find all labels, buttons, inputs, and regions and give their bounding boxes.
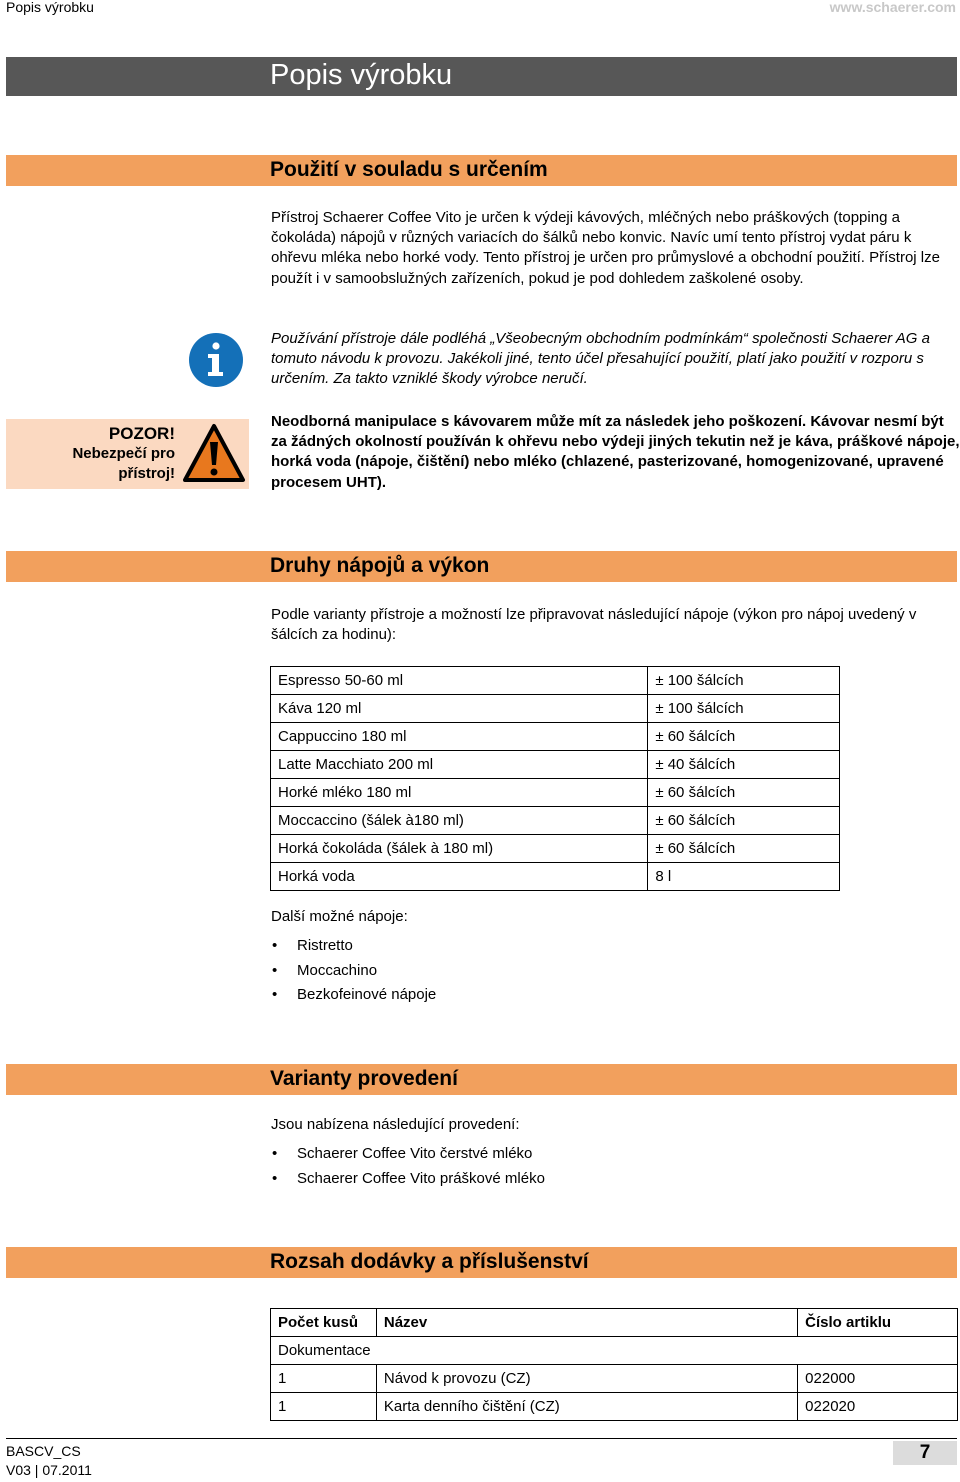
- drink-output-cell: ± 100 šálcích: [648, 667, 840, 695]
- drinks-table: [270, 666, 840, 891]
- warning-triangle-icon: [182, 422, 246, 486]
- header-website[interactable]: www.schaerer.com: [829, 0, 956, 15]
- drink-output-cell: ± 60 šálcích: [648, 835, 840, 863]
- table-cell: Návod k provozu (CZ): [376, 1365, 797, 1393]
- list-item: • Bezkofeinové nápoje: [271, 986, 436, 1011]
- list-item: • Schaerer Coffee Vito čerstvé mléko: [271, 1145, 545, 1170]
- table-group-cell: Dokumentace: [271, 1337, 958, 1365]
- page-title-bar: [6, 57, 957, 96]
- page-number: 7: [893, 1441, 957, 1465]
- table-row: [271, 807, 840, 835]
- list-item: • Moccachino: [271, 962, 436, 987]
- table-row: [271, 835, 840, 863]
- table-row: [271, 751, 840, 779]
- drink-name-cell: Horké mléko 180 ml: [271, 779, 648, 807]
- table-cell: 1: [271, 1393, 377, 1421]
- section-drinks-title: Druhy nápojů a výkon: [270, 554, 490, 577]
- footer-doc-info: BASCV_CS V03 | 07.2011: [6, 1443, 92, 1478]
- column-header: Název: [376, 1309, 797, 1337]
- section-usage-title: Použití v souladu s určením: [270, 158, 548, 181]
- warning-label: POZOR! Nebezpečí pro přístroj!: [72, 424, 175, 482]
- table-cell: 022020: [798, 1393, 958, 1421]
- list-item: • Schaerer Coffee Vito práškové mléko: [271, 1170, 545, 1195]
- drink-output-cell: ± 60 šálcích: [648, 807, 840, 835]
- drink-name-cell: Horká čokoláda (šálek à 180 ml): [271, 835, 648, 863]
- table-header-row: [271, 1309, 958, 1337]
- table-row: [271, 1337, 958, 1365]
- drink-output-cell: ± 100 šálcích: [648, 695, 840, 723]
- usage-paragraph: Přístroj Schaerer Coffee Vito je určen k výdeji kávových, mléčných nebo práškových (topping a čokoláda) nápojů v různých variacích do šálků nebo konvic. Navíc umí tento přístroj vydat páru k ohřevu mléka nebo horké vody. Tento přístroj je určen pro průmyslové a obchodní použití. Přístroj lze použít i v samoobslužných zařízeních, pokud je pod dohledem zaškolené osoby.: [271, 209, 940, 287]
- drink-name-cell: Espresso 50-60 ml: [271, 667, 648, 695]
- drink-output-cell: ± 60 šálcích: [648, 779, 840, 807]
- drink-name-cell: Cappuccino 180 ml: [271, 723, 648, 751]
- table-row: [271, 779, 840, 807]
- drink-name-cell: Latte Macchiato 200 ml: [271, 751, 648, 779]
- info-icon: [188, 332, 244, 388]
- header-section-name: Popis výrobku: [6, 0, 94, 15]
- column-header: Číslo artiklu: [798, 1309, 958, 1337]
- section-variants-header: [6, 1064, 957, 1095]
- variants-list: [271, 1145, 545, 1194]
- section-drinks-header: [6, 551, 957, 582]
- page-title: Popis výrobku: [270, 59, 453, 91]
- footer-divider: [6, 1438, 957, 1439]
- table-cell: 022000: [798, 1365, 958, 1393]
- drink-output-cell: ± 40 šálcích: [648, 751, 840, 779]
- delivery-table: [270, 1308, 958, 1421]
- section-delivery-header: [6, 1247, 957, 1278]
- section-variants-title: Varianty provedení: [270, 1067, 458, 1090]
- section-delivery-title: Rozsah dodávky a příslušenství: [270, 1250, 589, 1273]
- drinks-intro: Podle varianty přístroje a možností lze připravovat následující nápoje (výkon pro nápoj uvedený v šálcích za hodinu):: [271, 606, 917, 644]
- table-row: [271, 667, 840, 695]
- warning-box: [6, 419, 249, 489]
- table-row: [271, 695, 840, 723]
- variants-intro: Jsou nabízena následující provedení:: [271, 1116, 520, 1133]
- drink-output-cell: ± 60 šálcích: [648, 723, 840, 751]
- table-row: [271, 863, 840, 891]
- info-paragraph: Používání přístroje dále podléhá „Všeobecným obchodním podmínkám“ společnosti Schaerer AG a tomuto návodu k provozu. Jakékoli jiné, tento účel přesahující použití, platí jako použití v rozporu s určením. Za takto vzniklé škody výrobce neručí.: [271, 330, 930, 388]
- table-row: [271, 723, 840, 751]
- table-cell: Karta denního čištění (CZ): [376, 1393, 797, 1421]
- column-header: Počet kusů: [271, 1309, 377, 1337]
- more-drinks-list: [271, 937, 436, 1011]
- drink-output-cell: 8 l: [648, 863, 840, 891]
- drink-name-cell: Káva 120 ml: [271, 695, 648, 723]
- table-row: [271, 1393, 958, 1421]
- table-row: [271, 1365, 958, 1393]
- warning-paragraph: Neodborná manipulace s kávovarem může mít za následek jeho poškození. Kávovar nesmí být za žádných okolností používán k ohřevu nebo výdeji jiných tekutin než je káva, práškové nápoje, horká voda (nápoje, čištění) nebo mléko (chlazené, pasterizované, homogenizované, upravené procesem UHT).: [271, 413, 960, 491]
- drink-name-cell: Horká voda: [271, 863, 648, 891]
- table-cell: 1: [271, 1365, 377, 1393]
- more-drinks-label: Další možné nápoje:: [271, 908, 408, 925]
- list-item: • Ristretto: [271, 937, 436, 962]
- drink-name-cell: Moccaccino (šálek à180 ml): [271, 807, 648, 835]
- section-usage-header: [6, 155, 957, 186]
